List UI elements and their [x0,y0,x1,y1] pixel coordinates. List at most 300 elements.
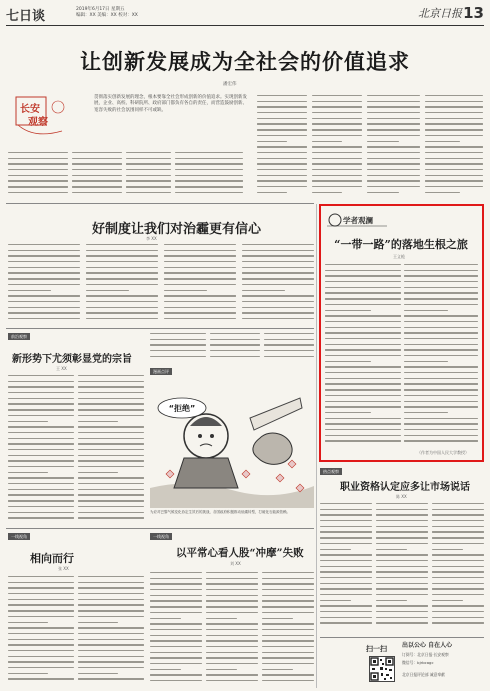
text-line [206,572,258,573]
article-byline: 刘 XX [230,561,241,566]
text-line [376,611,428,612]
body-text [8,244,80,324]
body-text [404,264,478,448]
text-line [78,426,144,427]
text-line [264,356,314,357]
text-line [262,623,314,624]
text-line [8,622,48,623]
text-line [262,578,314,579]
text-line [206,680,258,681]
text-line [78,438,144,439]
text-line [8,472,48,473]
text-line [8,639,74,640]
body-text [432,503,484,633]
text-line [150,640,202,641]
text-line [78,656,144,657]
text-line [150,612,202,613]
text-line [206,629,258,630]
text-line [432,503,484,504]
body-text [78,375,144,525]
text-line [78,398,144,399]
text-line [78,489,144,490]
text-line [206,589,258,590]
text-line [8,517,74,518]
text-line [242,267,314,268]
text-line [126,152,171,153]
text-line [206,640,258,641]
body-text [210,333,260,363]
text-line [376,560,428,561]
text-line [126,186,171,187]
text-line [78,477,144,478]
text-line [257,135,307,136]
text-line [78,506,144,507]
text-line [8,500,74,501]
text-line [376,514,428,515]
text-line [425,112,483,113]
body-text [86,244,158,324]
text-line [126,169,171,170]
page-header [6,4,484,26]
text-line [312,123,362,124]
highlighted-article[interactable] [319,204,484,462]
text-line [78,421,118,422]
text-line [8,301,80,302]
text-line [262,652,314,653]
text-line [325,287,401,288]
section-divider [320,637,484,638]
highlighted-headline[interactable]: “一带一路”的落地生根之旅 [334,238,468,251]
text-line [404,401,478,402]
text-line [262,640,314,641]
text-line [242,255,314,256]
text-line [150,629,202,630]
body-text [150,333,206,363]
text-line [242,244,314,245]
text-line [78,582,144,583]
text-line [325,281,401,282]
text-line [8,489,74,490]
text-line [425,101,483,102]
text-line [78,639,144,640]
text-line [367,192,399,193]
cartoon-bubble-text: “拒绝” [168,404,196,413]
cartoon-caption: 为应对巴黎气候变化协定生效后的挑战，各国政府积极推动低碳转型，打破化石能源依赖。 [150,510,290,514]
text-line [8,312,80,313]
text-line [242,301,314,302]
article-tag: 热点观察 [320,468,342,475]
text-line [376,600,407,601]
column-badge-text: 学者观澜 [343,216,373,225]
text-line [376,566,428,567]
body-text [126,152,171,200]
text-line [86,255,158,256]
text-line [8,415,74,416]
text-line [78,409,144,410]
text-line [242,307,314,308]
text-line [126,180,171,181]
text-line [78,460,144,461]
cartoon-tag: 漫画点评 [150,368,172,375]
text-line [320,543,372,544]
text-line [432,588,484,589]
text-line [150,600,202,601]
text-line [86,278,158,279]
text-line [8,169,68,170]
qr-code[interactable] [369,656,395,682]
text-line [376,583,428,584]
text-line [8,673,48,674]
text-line [8,661,74,662]
text-line [325,321,401,322]
text-line [257,106,307,107]
text-line [404,264,478,265]
text-line [8,576,74,577]
text-line [78,622,118,623]
text-line [8,426,74,427]
text-line [432,543,484,544]
text-line [404,435,478,436]
text-line [376,549,407,550]
text-line [72,163,122,164]
text-line [78,415,144,416]
text-line [8,163,68,164]
text-line [367,186,420,187]
text-line [8,678,74,679]
text-line [320,566,372,567]
text-line [320,560,372,561]
text-line [432,594,484,595]
text-line [206,583,258,584]
text-line [425,123,483,124]
text-line [320,537,372,538]
text-line [320,622,372,623]
text-line [432,622,484,623]
article-headline[interactable]: 好制度让我们对治霾更有信心 [92,222,262,237]
text-line [8,381,74,382]
text-line [86,267,158,268]
text-line [78,403,144,404]
text-line [325,383,401,384]
text-line [175,175,243,176]
lead-headline[interactable]: 让创新发展成为全社会的价值追求 [80,50,410,74]
text-line [404,372,478,373]
text-line [320,605,372,606]
body-text [425,95,483,200]
text-line [404,310,448,311]
text-line [8,386,74,387]
text-line [8,250,80,251]
text-line [404,389,478,390]
text-line [8,180,68,181]
text-line [404,406,478,407]
text-line [325,401,401,402]
text-line [425,180,483,181]
text-line [78,466,144,467]
text-line [376,617,428,618]
text-line [175,169,243,170]
article-headline[interactable]: 以平常心看人股“冲摩”失败 [176,547,304,559]
text-line [175,152,243,153]
text-line [8,392,74,393]
text-line [175,163,243,164]
text-line [432,520,484,521]
text-line [320,526,372,527]
article-tag: 一线视角 [8,533,30,540]
text-line [78,576,144,577]
text-line [72,158,122,159]
text-line [264,333,314,334]
text-line [8,627,74,628]
text-line [150,646,202,647]
text-line [78,627,144,628]
text-line [78,375,144,376]
text-line [325,366,401,367]
body-text [325,264,401,452]
text-line [8,403,74,404]
text-line [257,101,307,102]
text-line [312,152,362,153]
text-line [78,392,144,393]
text-line [320,549,351,550]
text-line [8,318,80,319]
text-line [8,477,74,478]
text-line [264,350,314,351]
text-line [320,611,372,612]
text-line [8,582,74,583]
text-line [206,635,258,636]
text-line [8,483,74,484]
text-line [8,604,74,605]
text-line [150,618,181,619]
text-line [8,460,74,461]
text-line [404,412,448,413]
text-line [8,443,74,444]
text-line [432,554,484,555]
section-divider [6,528,314,529]
text-line [367,135,420,136]
text-line [126,158,171,159]
text-line [325,412,371,413]
body-text [164,244,236,324]
article-byline: 李 XX [146,236,157,241]
text-line [404,315,478,316]
text-line [78,616,144,617]
text-line [78,455,144,456]
text-line [262,674,314,675]
text-line [206,669,237,670]
text-line [376,537,428,538]
column-badge [327,212,387,226]
body-text [8,375,74,525]
paper-name: 北京日报 [418,7,462,20]
text-line [325,292,401,293]
text-line [150,635,202,636]
text-line [206,618,237,619]
section-name: 七日谈 [6,9,46,24]
text-line [164,244,236,245]
text-line [367,146,420,147]
text-line [175,192,243,193]
text-line [210,356,260,357]
text-line [425,158,483,159]
article-headline[interactable]: 相向而行 [30,552,74,565]
article-headline[interactable]: 职业资格认定应多让市场说话 [340,482,470,493]
text-line [312,158,362,159]
text-line [164,261,236,262]
text-line [257,158,307,159]
body-text [8,576,74,686]
text-line [150,572,202,573]
text-line [86,284,158,285]
text-line [164,295,236,296]
text-line [164,267,236,268]
text-line [78,443,144,444]
text-line [242,312,314,313]
text-line [8,307,80,308]
text-line [325,304,401,305]
text-line [312,101,362,102]
text-line [367,141,399,142]
text-line [262,589,314,590]
text-line [72,175,122,176]
text-line [404,275,478,276]
text-line [262,657,314,658]
text-line [8,466,74,467]
article-byline: 陈 XX [396,494,407,499]
text-line [425,192,460,193]
text-line [242,318,314,319]
text-line [150,606,202,607]
text-line [404,440,478,441]
text-line [8,158,68,159]
article-byline: 张 XX [58,566,69,571]
text-line [376,622,428,623]
text-line [8,616,74,617]
text-line [78,512,144,513]
text-line [8,267,80,268]
text-line [8,455,74,456]
text-line [78,494,144,495]
text-line [367,163,420,164]
text-line [325,429,401,430]
body-text [175,152,243,200]
text-line [257,186,307,187]
text-line [150,339,206,340]
lead-byline: 潘宏伟 [223,82,237,87]
text-line [206,595,258,596]
text-line [320,554,372,555]
text-line [404,287,478,288]
text-line [206,674,258,675]
text-line [376,571,428,572]
text-line [86,312,158,313]
text-line [325,406,401,407]
text-line [367,169,420,170]
logo-text-bottom: 观察 [28,117,48,128]
text-line [404,321,478,322]
text-line [325,298,401,299]
text-line [164,301,236,302]
text-line [325,275,401,276]
text-line [164,290,207,291]
text-line [86,301,158,302]
text-line [8,494,74,495]
text-line [150,589,202,590]
text-line [72,192,122,193]
text-line [312,186,362,187]
text-line [175,180,243,181]
text-line [78,644,144,645]
highlighted-byline: 王义桅 [393,254,405,259]
text-line [206,578,258,579]
text-line [404,383,478,384]
text-line [320,594,372,595]
text-line [262,680,314,681]
text-line [8,186,68,187]
text-line [376,503,428,504]
text-line [8,255,80,256]
text-line [262,572,314,573]
text-line [78,593,144,594]
text-line [432,600,463,601]
text-line [150,657,202,658]
text-line [150,350,206,351]
text-line [257,192,287,193]
text-line [425,186,483,187]
text-line [367,152,420,153]
text-line [320,588,372,589]
text-line [432,605,484,606]
text-line [425,163,483,164]
text-line [325,355,401,356]
text-line [312,146,362,147]
text-line [150,623,202,624]
text-line [404,355,478,356]
text-line [78,500,144,501]
text-line [320,583,372,584]
text-line [404,304,478,305]
text-line [78,610,144,611]
text-line [325,270,401,271]
text-line [78,483,144,484]
text-line [376,531,428,532]
text-line [376,554,428,555]
text-line [325,389,401,390]
text-line [78,386,144,387]
text-line [262,669,293,670]
text-line [8,272,80,273]
text-line [367,101,420,102]
text-line [404,395,478,396]
text-line [8,667,74,668]
text-line [320,600,351,601]
text-line [432,577,484,578]
text-line [164,307,236,308]
text-line [367,123,420,124]
body-text [206,572,258,686]
text-line [86,244,158,245]
text-line [262,595,314,596]
text-line [8,192,68,193]
article-headline[interactable]: 新形势下尤须彰显党的宗旨 [12,354,132,365]
text-line [325,349,401,350]
page-number: 13 [463,4,484,22]
text-line [367,106,420,107]
text-line [312,112,362,113]
text-line [312,106,362,107]
text-line [404,327,478,328]
